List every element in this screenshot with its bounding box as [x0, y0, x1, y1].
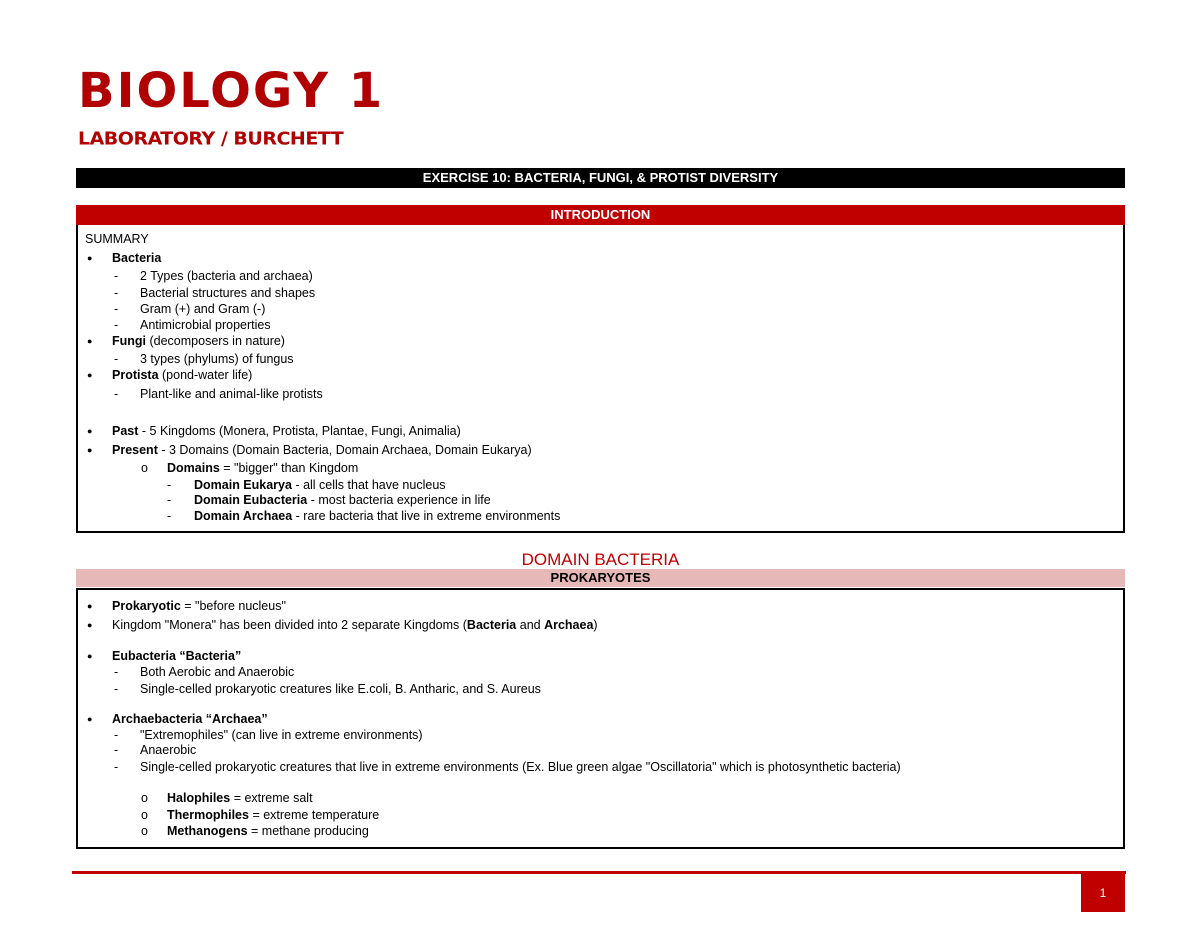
fungi-term: Fungi: [112, 334, 147, 348]
monera-archaea-term: Archaea: [544, 618, 594, 632]
list-item: Plant-like and animal-like protists: [140, 387, 323, 401]
fungi-item: [112, 334, 285, 349]
footer-rule: [72, 871, 1126, 874]
dash-icon: -: [114, 682, 119, 696]
domains-description: = "bigger" than Kingdom: [219, 461, 359, 475]
document-title: BIOLOGY 1: [78, 63, 385, 119]
summary-label: SUMMARY: [85, 232, 149, 246]
dash-icon: -: [167, 493, 172, 507]
dash-icon: -: [114, 352, 119, 366]
monera-bacteria-term: Bacteria: [466, 618, 517, 632]
bullet-icon: ●: [87, 620, 93, 630]
extremophile-item: [167, 808, 379, 823]
page-number: 1: [1081, 874, 1125, 912]
extremophile-description: = extreme temperature: [248, 808, 380, 822]
list-item: Gram (+) and Gram (-): [140, 302, 266, 316]
dash-icon: -: [114, 728, 119, 742]
extremophile-description: = extreme salt: [230, 791, 313, 805]
prokaryotic-description: = "before nucleus": [180, 599, 286, 613]
fungi-description: (decomposers in nature): [146, 334, 285, 348]
dash-icon: -: [114, 286, 119, 300]
extremophile-name: Thermophiles: [167, 808, 249, 822]
bullet-icon: ●: [87, 445, 93, 455]
eubacteria-item: [112, 649, 241, 664]
dash-icon: -: [167, 478, 172, 492]
domain-description: - most bacteria experience in life: [307, 493, 491, 507]
domain-name: Domain Eukarya: [194, 478, 292, 492]
bullet-icon: ●: [87, 370, 93, 380]
circle-bullet-icon: o: [141, 461, 148, 475]
past-term: Past: [112, 424, 139, 438]
present-item: [112, 443, 532, 458]
extremophile-description: = methane producing: [247, 824, 369, 838]
domain-name: Domain Eubacteria: [194, 493, 308, 507]
domains-item: [167, 461, 358, 476]
monera-item: [112, 618, 598, 633]
domain-description: - all cells that have nucleus: [291, 478, 446, 492]
dash-icon: -: [114, 760, 119, 774]
bullet-icon: ●: [87, 651, 93, 661]
list-item: Single-celled prokaryotic creatures that live in extreme environments (Ex. Blue green algae "Oscillatoria" which is photosynthetic bacteria): [140, 760, 901, 774]
extremophile-name: Halophiles: [167, 791, 231, 805]
bullet-icon: ●: [87, 601, 93, 611]
circle-bullet-icon: o: [141, 791, 148, 805]
monera-and: and: [516, 618, 545, 632]
list-item: Single-celled prokaryotic creatures like E.coli, B. Antharic, and S. Aureus: [140, 682, 541, 696]
introduction-heading: INTRODUCTION: [76, 205, 1125, 225]
domain-item: [194, 493, 491, 508]
bacteria-item: [112, 251, 161, 266]
monera-text: Kingdom "Monera" has been divided into 2 separate Kingdoms (: [112, 618, 467, 632]
list-item: "Extremophiles" (can live in extreme environments): [140, 728, 423, 742]
present-description: - 3 Domains (Domain Bacteria, Domain Archaea, Domain Eukarya): [157, 443, 532, 457]
list-item: Anaerobic: [140, 743, 197, 757]
bullet-icon: ●: [87, 714, 93, 724]
extremophile-name: Methanogens: [167, 824, 248, 838]
prokaryotes-heading: PROKARYOTES: [76, 569, 1125, 587]
domains-term: Domains: [167, 461, 220, 475]
domain-name: Domain Archaea: [194, 509, 293, 523]
dash-icon: -: [114, 318, 119, 332]
bacteria-term: Bacteria: [112, 251, 162, 265]
present-term: Present: [112, 443, 158, 457]
dash-icon: -: [114, 387, 119, 401]
document-subtitle: LABORATORY / BURCHETT: [78, 128, 344, 150]
domain-bacteria-section: [76, 588, 1125, 849]
exercise-title-bar: EXERCISE 10: BACTERIA, FUNGI, & PROTIST DIVERSITY: [76, 168, 1125, 188]
protista-term: Protista: [112, 368, 159, 382]
list-item: Antimicrobial properties: [140, 318, 271, 332]
circle-bullet-icon: o: [141, 824, 148, 838]
list-item: Both Aerobic and Anaerobic: [140, 665, 295, 679]
list-item: 2 Types (bacteria and archaea): [140, 269, 313, 283]
domain-bacteria-heading: DOMAIN BACTERIA: [521, 550, 680, 569]
dash-icon: -: [114, 302, 119, 316]
bullet-icon: ●: [87, 426, 93, 436]
domain-item: [194, 509, 560, 524]
prokaryotic-item: [112, 599, 286, 614]
circle-bullet-icon: o: [141, 808, 148, 822]
domain-item: [194, 478, 446, 493]
dash-icon: -: [114, 665, 119, 679]
bullet-icon: ●: [87, 336, 93, 346]
archaebacteria-term: Archaebacteria “Archaea”: [112, 712, 268, 726]
prokaryotic-term: Prokaryotic: [112, 599, 181, 613]
past-description: - 5 Kingdoms (Monera, Protista, Plantae, Fungi, Animalia): [138, 424, 461, 438]
monera-close: ): [593, 618, 598, 632]
past-item: [112, 424, 461, 439]
dash-icon: -: [114, 743, 119, 757]
dash-icon: -: [114, 269, 119, 283]
extremophile-item: [167, 824, 369, 839]
protista-description: (pond-water life): [158, 368, 253, 382]
introduction-section: [76, 225, 1125, 533]
archaebacteria-item: [112, 712, 268, 727]
protista-item: [112, 368, 252, 383]
eubacteria-term: Eubacteria “Bacteria”: [112, 649, 242, 663]
list-item: 3 types (phylums) of fungus: [140, 352, 294, 366]
dash-icon: -: [167, 509, 172, 523]
bullet-icon: ●: [87, 253, 93, 263]
list-item: Bacterial structures and shapes: [140, 286, 316, 300]
domain-description: - rare bacteria that live in extreme environments: [292, 509, 561, 523]
extremophile-item: [167, 791, 313, 806]
